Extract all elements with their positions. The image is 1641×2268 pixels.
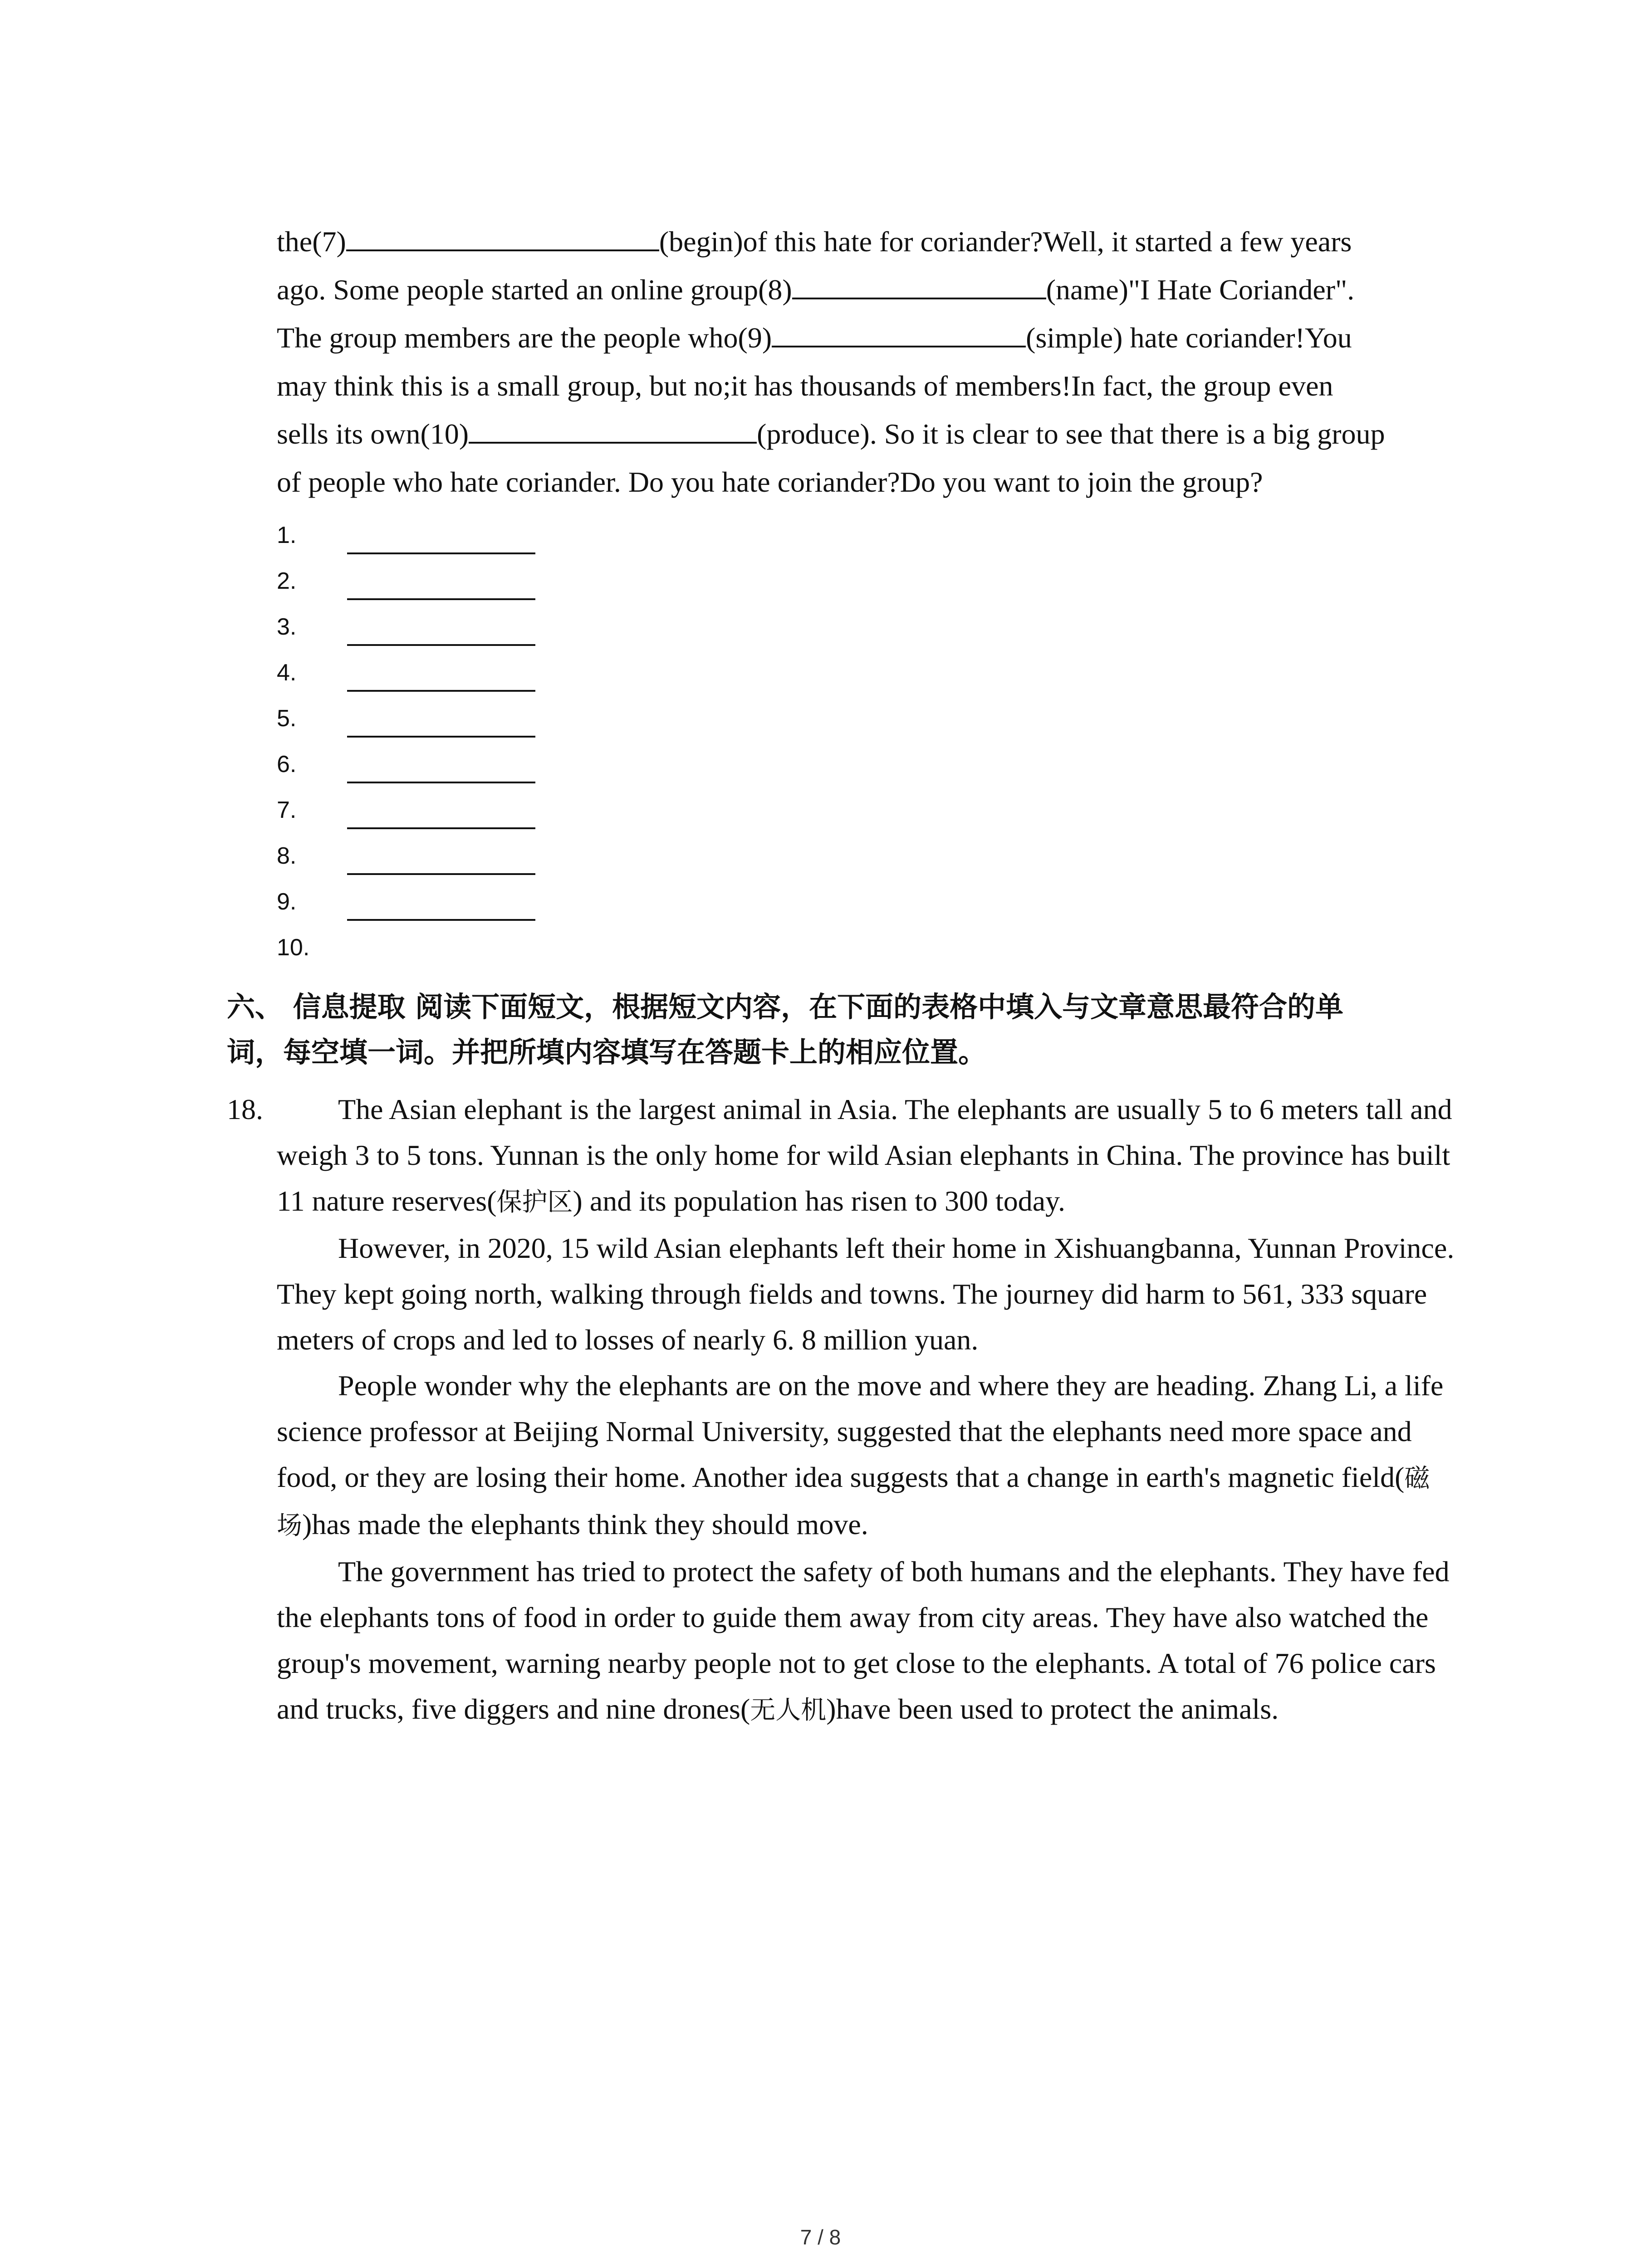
blank-9[interactable] [772,318,1026,347]
answer-item [277,696,640,742]
passage-line [277,314,1456,362]
answer-list [277,513,640,971]
answer-line[interactable] [347,736,535,738]
chinese-gloss: 保护区 [496,1188,573,1217]
answer-line[interactable] [347,782,535,783]
reading-passage [277,1086,1456,1733]
page-number: 7 / 8 [800,2225,841,2249]
section-heading-line: 词，每空填一词。并把所填内容填写在答题卡上的相应位置。 [227,1036,987,1069]
passage-continuation [277,218,1456,506]
answer-line[interactable] [347,690,535,692]
answer-item [277,787,640,833]
paragraph-text: The Asian elephant is the largest animal in Asia. The elephants are usually 5 to 6 meters tall and weigh 3 to 5 tons. Yunnan is the only home for wild Asian elephants in China. The province has built 11 nature reserves( [277,1093,1452,1217]
passage-line: may think this is a small group, but no;it has thousands of members!In fact, the group even [277,370,1333,402]
paragraph-text: ) and its population has risen to 300 today. [573,1185,1065,1217]
question-number: 18. [227,1093,263,1125]
passage-line [277,218,1456,266]
answer-line[interactable] [347,552,535,554]
paragraph [277,1086,1456,1225]
passage-text: (begin)of this hate for coriander?Well, it started a few years [659,225,1352,258]
answer-line[interactable] [347,919,535,921]
passage-line: of people who hate coriander. Do you hate coriander?Do you want to join the group? [277,466,1263,498]
answer-line[interactable] [347,644,535,646]
chinese-gloss: 无人机 [750,1696,827,1725]
answer-number: 1. [277,522,297,548]
answer-number: 5. [277,705,297,732]
answer-item [277,604,640,650]
section-heading [227,984,1474,1075]
passage-text: (simple) hate coriander!You [1026,322,1352,354]
blank-8[interactable] [792,269,1046,299]
paragraph [277,1363,1456,1549]
passage-text: The group members are the people who(9) [277,322,772,354]
paragraph: However, in 2020, 15 wild Asian elephants left their home in Xishuangbanna, Yunnan Province. They kept going north, walking through fields and towns. The journey did harm to 561, 333 square meters of crops and led to losses of nearly 6. 8 million yuan. [277,1232,1455,1356]
answer-number: 6. [277,751,297,777]
passage-text: ago. Some people started an online group(8) [277,274,792,306]
answer-item [277,925,640,971]
paragraph [277,1549,1456,1733]
answer-item [277,833,640,879]
answer-number: 3. [277,614,297,640]
answer-number: 8. [277,843,297,869]
paragraph-text: People wonder why the elephants are on the move and where they are heading. Zhang Li, a life science professor at Beijing Normal University, suggested that the elephants need more space and food, or they are losing their home. Another idea suggests that a change in earth's magnetic field( [277,1369,1444,1493]
paragraph-text: )has made the elephants think they should move. [302,1508,868,1540]
answer-line[interactable] [347,598,535,600]
answer-number: 7. [277,797,297,823]
answer-line[interactable] [347,827,535,829]
passage-text: (name)"I Hate Coriander". [1046,274,1355,306]
answer-line[interactable] [347,873,535,875]
passage-text: the(7) [277,225,346,258]
answer-item [277,742,640,787]
answer-item [277,879,640,925]
passage-text: (produce). So it is clear to see that there is a big group [757,418,1385,450]
passage-text: sells its own(10) [277,418,469,450]
blank-10[interactable] [469,414,757,444]
passage-line [277,266,1456,314]
answer-number: 9. [277,889,297,915]
paragraph-text: The government has tried to protect the safety of both humans and the elephants. They have fed the elephants tons of food in order to guide them away from city areas. They have also watched the group's movement, warning nearby people not to get close to the elephants. A total of 76 police cars and trucks, five diggers and nine drones( [277,1555,1450,1725]
blank-7[interactable] [346,221,659,251]
answer-item [277,650,640,696]
passage-line [277,410,1456,458]
section-heading-line: 六、 信息提取 阅读下面短文，根据短文内容，在下面的表格中填入与文章意思最符合的单 [227,990,1344,1023]
answer-number: 4. [277,660,297,686]
paragraph-text: )have been used to protect the animals. [826,1693,1279,1725]
answer-item [277,513,640,558]
answer-number: 2. [277,568,297,594]
answer-item [277,558,640,604]
answer-number: 10. [277,934,310,961]
chinese-gloss: 磁场 [277,1464,1430,1540]
